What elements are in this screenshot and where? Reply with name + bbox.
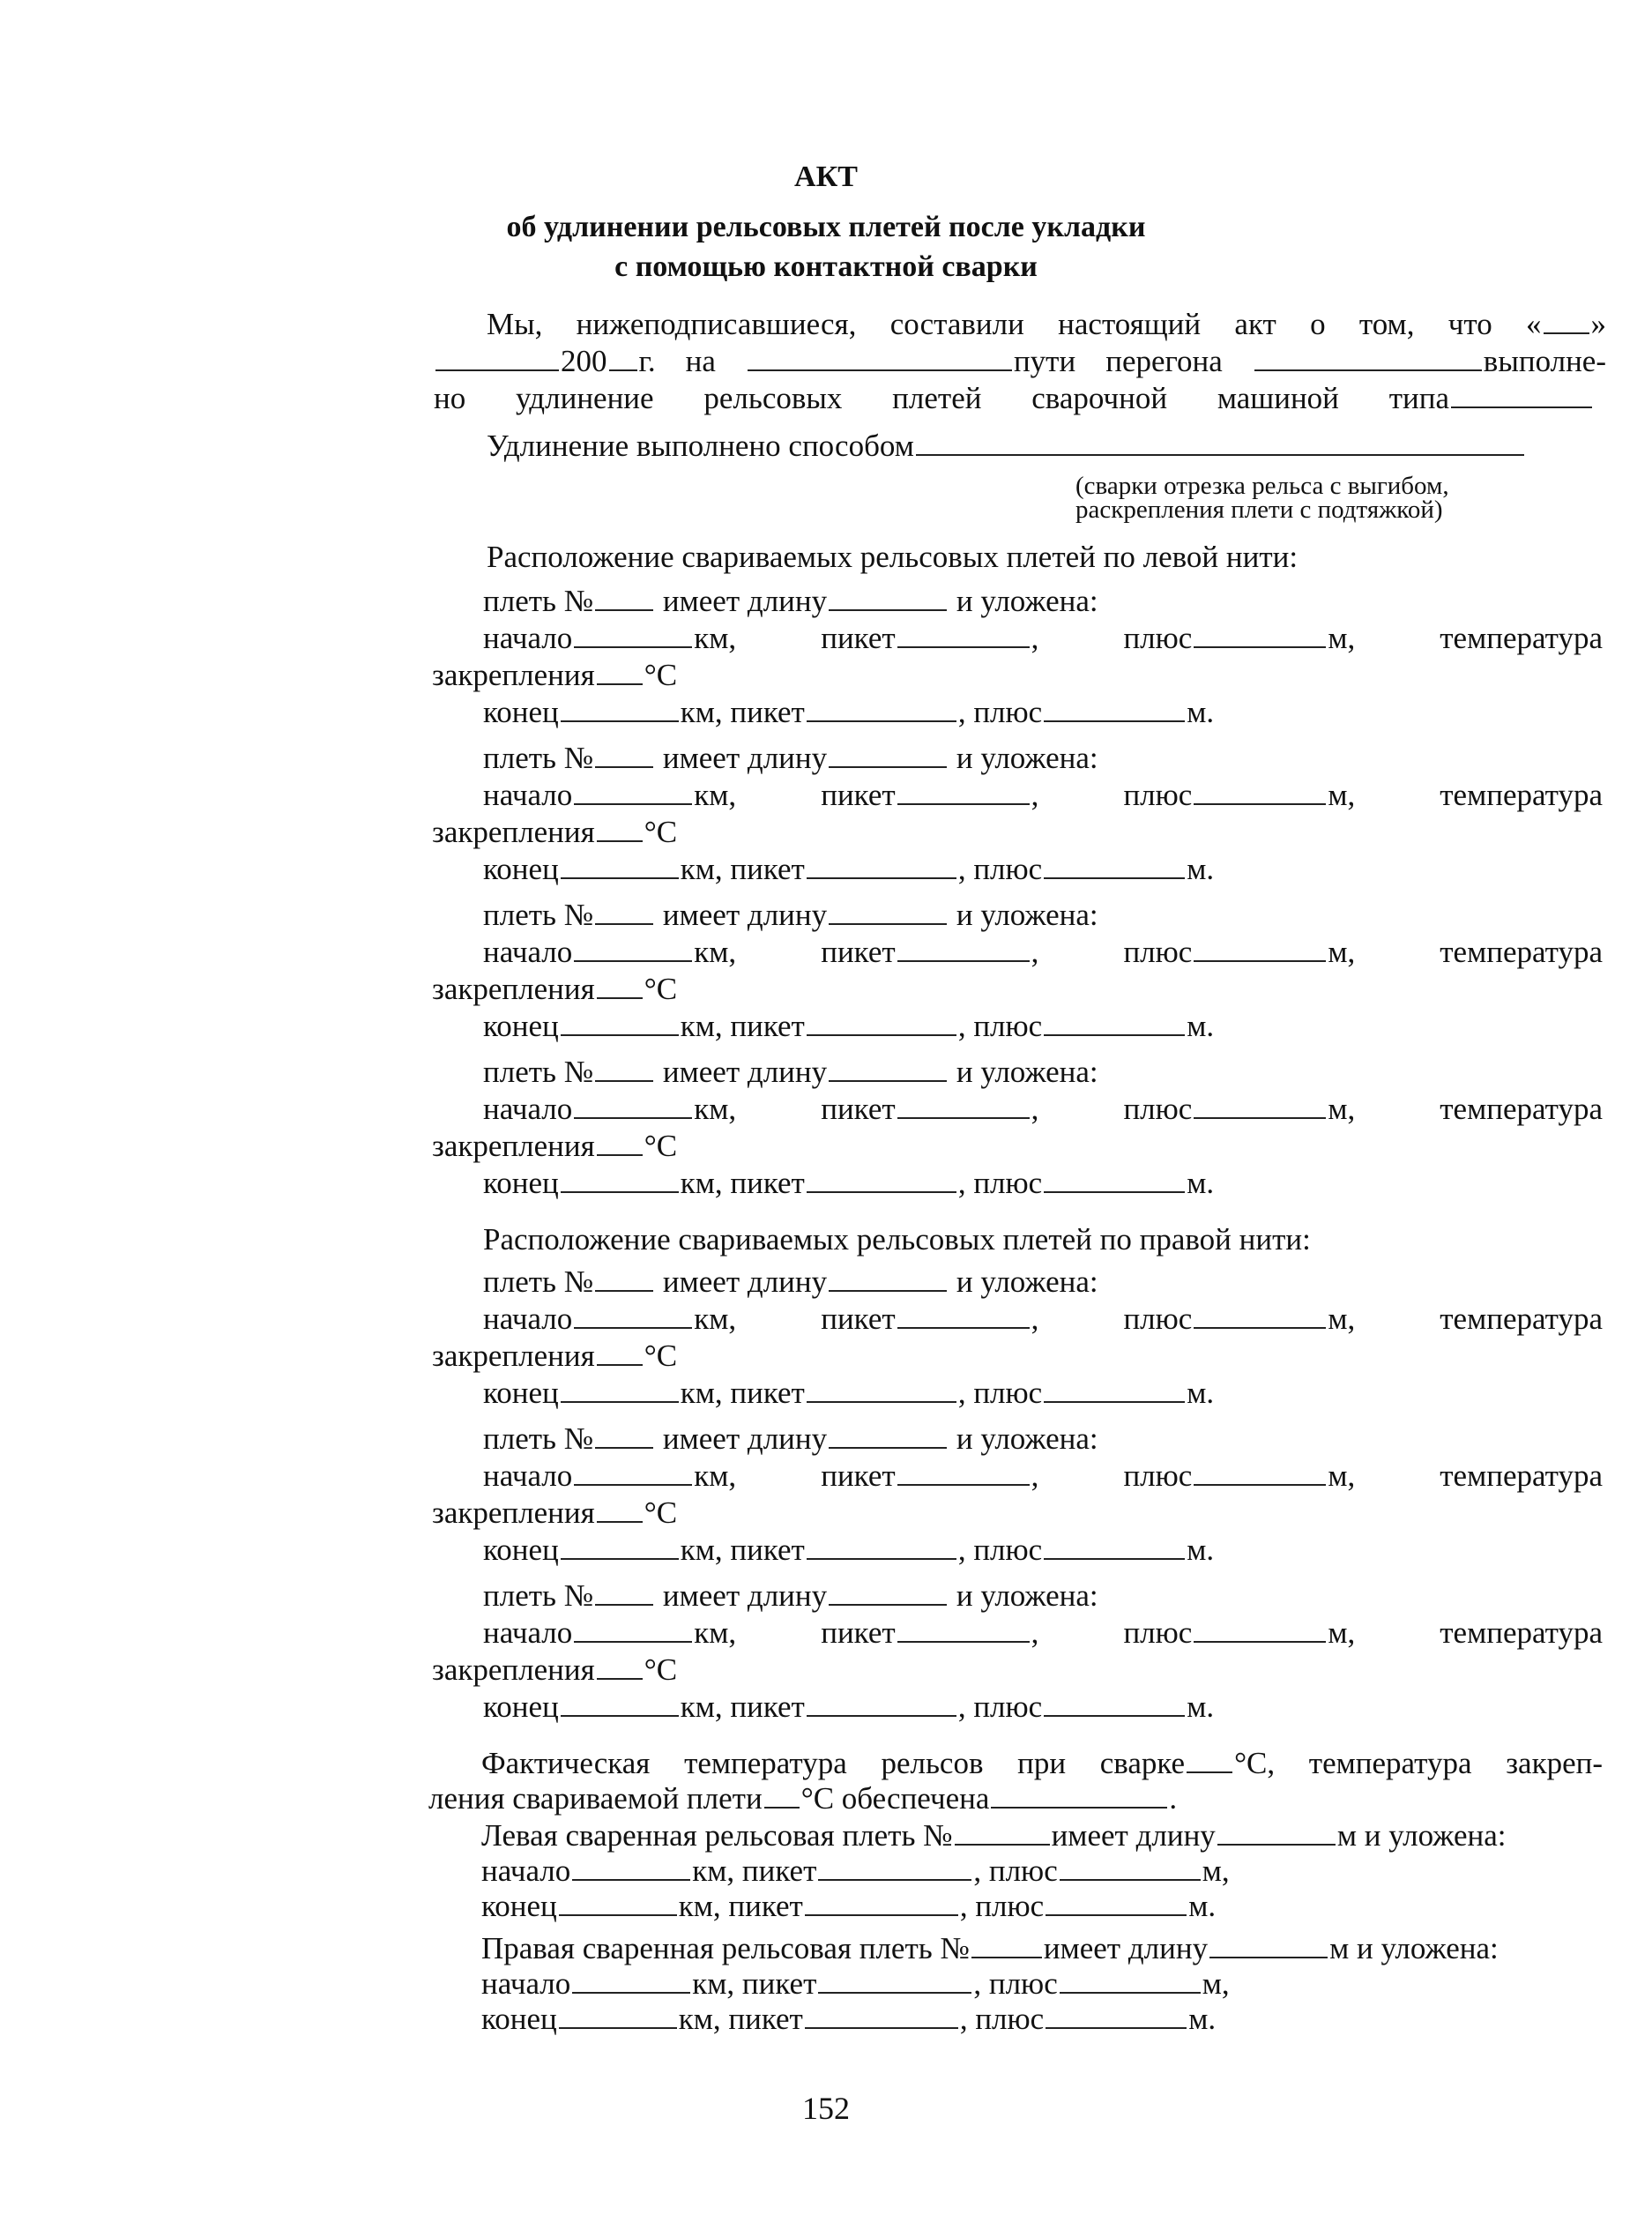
rail-text: конец bbox=[483, 1166, 559, 1200]
picket-blank[interactable] bbox=[807, 854, 956, 879]
picket-blank[interactable] bbox=[807, 1535, 956, 1560]
fixing-temp-blank[interactable] bbox=[597, 974, 643, 999]
rail-text: км, пикет bbox=[694, 621, 896, 655]
rail-fixing-line bbox=[432, 815, 677, 850]
rail-text: , плюс bbox=[1031, 621, 1193, 655]
rail-number-blank[interactable] bbox=[595, 1267, 653, 1292]
rail-start-line bbox=[483, 1615, 1603, 1651]
rail-start-line bbox=[483, 1301, 1603, 1337]
rail-text: км, пикет bbox=[680, 1689, 805, 1724]
rail-header-line bbox=[483, 741, 1098, 776]
rail-text: °С bbox=[644, 1129, 678, 1163]
ensured-blank[interactable] bbox=[991, 1784, 1167, 1809]
final-line bbox=[481, 1746, 1603, 1781]
plus-blank[interactable] bbox=[1044, 1692, 1185, 1717]
rail-text: и уложена: bbox=[956, 898, 1098, 932]
rail-text: имеет длину bbox=[662, 1055, 828, 1089]
track-blank[interactable] bbox=[748, 347, 1012, 371]
rail-text: конец bbox=[483, 1009, 559, 1043]
method-note: раскрепления плети с подтяжкой) bbox=[1075, 496, 1443, 524]
rail-text: конец bbox=[483, 1533, 559, 1567]
picket-blank[interactable] bbox=[897, 780, 1030, 805]
rail-text: имеет длину bbox=[662, 1264, 828, 1299]
plus-blank[interactable] bbox=[1060, 1856, 1201, 1881]
plus-blank[interactable] bbox=[1046, 1891, 1187, 1916]
rail-text: и уложена: bbox=[956, 1055, 1098, 1089]
rail-text: км, пикет bbox=[680, 852, 805, 886]
rail-end-line bbox=[483, 1166, 1214, 1201]
rail-text: начало bbox=[483, 1458, 573, 1493]
rail-text: км, пикет bbox=[680, 1009, 805, 1043]
rail-text: км, пикет bbox=[680, 1166, 805, 1200]
rail-text: м, температура bbox=[1328, 935, 1604, 969]
welded-end-line bbox=[481, 2002, 1216, 2037]
rail-header-line bbox=[483, 584, 1098, 619]
fixing-temp-blank[interactable] bbox=[597, 1341, 643, 1366]
rail-text: начало bbox=[483, 621, 573, 655]
km-blank[interactable] bbox=[561, 1011, 679, 1036]
final-text: конец bbox=[481, 2002, 557, 2036]
rail-text: конец bbox=[483, 1376, 559, 1410]
haul-blank[interactable] bbox=[1254, 347, 1482, 371]
rail-start-line bbox=[483, 778, 1603, 813]
rail-text: м. bbox=[1187, 1533, 1215, 1567]
intro-line bbox=[487, 307, 1606, 342]
rail-text: км, пикет bbox=[680, 695, 805, 729]
rail-header-line bbox=[483, 898, 1098, 933]
final-line bbox=[428, 1781, 1177, 1816]
km-blank[interactable] bbox=[559, 2004, 677, 2029]
final-text: Левая сваренная рельсовая плеть № bbox=[481, 1818, 953, 1853]
intro-text: г. на bbox=[638, 344, 716, 378]
rail-start-line bbox=[483, 621, 1603, 656]
rail-text: закрепления bbox=[432, 1339, 595, 1373]
rail-text: , плюс bbox=[1031, 1301, 1193, 1336]
km-blank[interactable] bbox=[572, 1969, 690, 1994]
rail-text: , плюс bbox=[957, 1689, 1043, 1724]
welded-start-line bbox=[481, 1853, 1230, 1889]
rail-length-blank[interactable] bbox=[829, 900, 947, 925]
rail-length-blank[interactable] bbox=[829, 586, 947, 611]
km-blank[interactable] bbox=[559, 1891, 677, 1916]
rail-text: °С bbox=[644, 972, 678, 1006]
fixing-temp-blank[interactable] bbox=[597, 1655, 643, 1680]
rail-text: , плюс bbox=[957, 1533, 1043, 1567]
welded-right-line bbox=[481, 1931, 1499, 1966]
picket-blank[interactable] bbox=[897, 937, 1030, 962]
intro-text: » bbox=[1590, 307, 1606, 341]
plus-blank[interactable] bbox=[1044, 1535, 1185, 1560]
rail-end-line bbox=[483, 1689, 1214, 1725]
rail-length-blank[interactable] bbox=[829, 1057, 947, 1082]
final-text: Правая сваренная рельсовая плеть № bbox=[481, 1931, 970, 1965]
km-blank[interactable] bbox=[561, 697, 679, 722]
intro-text: пути перегона bbox=[1013, 344, 1223, 378]
rail-text: , плюс bbox=[957, 1166, 1043, 1200]
welded-end-line bbox=[481, 1889, 1216, 1924]
final-text: начало bbox=[481, 1853, 571, 1888]
picket-blank[interactable] bbox=[897, 1094, 1030, 1119]
date-month-blank[interactable] bbox=[435, 347, 559, 371]
rail-text: имеет длину bbox=[662, 898, 828, 932]
km-blank[interactable] bbox=[574, 780, 692, 805]
plus-blank[interactable] bbox=[1044, 697, 1185, 722]
rail-text: км, пикет bbox=[680, 1533, 805, 1567]
final-text: , плюс bbox=[959, 1889, 1045, 1923]
picket-blank[interactable] bbox=[818, 1969, 971, 1994]
rail-text: конец bbox=[483, 852, 559, 886]
plus-blank[interactable] bbox=[1044, 1378, 1185, 1403]
intro-text: 200 bbox=[561, 344, 607, 378]
rail-text: имеет длину bbox=[662, 1578, 828, 1613]
rail-start-line bbox=[483, 1092, 1603, 1127]
rail-text: плеть № bbox=[483, 584, 594, 618]
picket-blank[interactable] bbox=[897, 1618, 1030, 1643]
rail-text: , плюс bbox=[1031, 1458, 1193, 1493]
rail-text: закрепления bbox=[432, 658, 595, 692]
rail-text: начало bbox=[483, 1615, 573, 1650]
rail-text: плеть № bbox=[483, 741, 594, 775]
rail-text: закрепления bbox=[432, 1495, 595, 1530]
rail-text: начало bbox=[483, 1301, 573, 1336]
intro-text: выполне- bbox=[1483, 344, 1606, 378]
rail-text: м, температура bbox=[1328, 1458, 1604, 1493]
rail-text: плеть № bbox=[483, 1055, 594, 1089]
rail-end-line bbox=[483, 1009, 1214, 1044]
picket-blank[interactable] bbox=[805, 1891, 958, 1916]
rail-length-blank[interactable] bbox=[829, 743, 947, 768]
plus-blank[interactable] bbox=[1046, 2004, 1187, 2029]
rail-text: м, температура bbox=[1328, 1615, 1604, 1650]
intro-line bbox=[434, 344, 1606, 379]
rail-text: закрепления bbox=[432, 972, 595, 1006]
km-blank[interactable] bbox=[561, 1535, 679, 1560]
rail-header-line bbox=[483, 1264, 1098, 1300]
km-blank[interactable] bbox=[561, 1378, 679, 1403]
rail-text: км, пикет bbox=[694, 1092, 896, 1126]
km-blank[interactable] bbox=[574, 623, 692, 648]
method-note: (сварки отрезка рельса с выгибом, bbox=[1075, 472, 1449, 500]
rail-text: м. bbox=[1187, 1166, 1215, 1200]
rail-end-line bbox=[483, 1533, 1214, 1568]
rail-text: м. bbox=[1187, 695, 1215, 729]
rail-text: закрепления bbox=[432, 1129, 595, 1163]
rail-text: имеет длину bbox=[662, 741, 828, 775]
rail-text: и уложена: bbox=[956, 1578, 1098, 1613]
plus-blank[interactable] bbox=[1060, 1969, 1201, 1994]
rail-text: , плюс bbox=[1031, 778, 1193, 812]
intro-text: Удлинение выполнено способом bbox=[487, 429, 914, 463]
final-text: м и уложена: bbox=[1336, 1818, 1507, 1853]
plus-blank[interactable] bbox=[1194, 623, 1326, 648]
rail-text: м, температура bbox=[1328, 1092, 1604, 1126]
plus-blank[interactable] bbox=[1194, 1461, 1326, 1486]
final-text: , плюс bbox=[973, 1966, 1058, 2001]
final-text: км, пикет bbox=[692, 1966, 817, 2001]
fixing-temp-blank[interactable] bbox=[597, 1498, 643, 1523]
km-blank[interactable] bbox=[561, 854, 679, 879]
machine-type-blank[interactable] bbox=[1451, 384, 1592, 408]
rail-text: , плюс bbox=[957, 852, 1043, 886]
rail-text: имеет длину bbox=[662, 584, 828, 618]
picket-blank[interactable] bbox=[897, 623, 1030, 648]
rail-text: км, пикет bbox=[694, 778, 896, 812]
rail-fixing-line bbox=[432, 658, 677, 693]
year-blank[interactable] bbox=[609, 347, 637, 371]
km-blank[interactable] bbox=[574, 1094, 692, 1119]
picket-blank[interactable] bbox=[897, 1461, 1030, 1486]
rail-text: , плюс bbox=[1031, 1092, 1193, 1126]
date-day-blank[interactable] bbox=[1544, 310, 1589, 334]
final-text: . bbox=[1169, 1781, 1178, 1816]
plus-blank[interactable] bbox=[1194, 780, 1326, 805]
weld-temp-blank[interactable] bbox=[1187, 1749, 1232, 1773]
rail-text: закрепления bbox=[432, 815, 595, 849]
rail-text: и уложена: bbox=[956, 1421, 1098, 1456]
rail-text: °С bbox=[644, 1495, 678, 1530]
plus-blank[interactable] bbox=[1194, 1304, 1326, 1329]
final-text: конец bbox=[481, 1889, 557, 1923]
left-section-heading: Расположение свариваемых рельсовых плетей по левой нити: bbox=[487, 540, 1299, 574]
rail-text: °С bbox=[644, 815, 678, 849]
final-text: км, пикет bbox=[692, 1853, 817, 1888]
km-blank[interactable] bbox=[561, 1692, 679, 1717]
rail-fixing-line bbox=[432, 1495, 677, 1531]
rail-number-blank[interactable] bbox=[595, 1581, 653, 1606]
plus-blank[interactable] bbox=[1044, 1011, 1185, 1036]
picket-blank[interactable] bbox=[807, 1378, 956, 1403]
rail-text: м, температура bbox=[1328, 621, 1604, 655]
km-blank[interactable] bbox=[574, 937, 692, 962]
plus-blank[interactable] bbox=[1194, 937, 1326, 962]
fixing-temp-blank[interactable] bbox=[597, 817, 643, 842]
intro-text: но удлинение рельсовых плетей сварочной машиной типа bbox=[434, 381, 1449, 415]
welded-number-blank[interactable] bbox=[971, 1934, 1042, 1958]
final-text: м, bbox=[1202, 1853, 1230, 1888]
method-blank[interactable] bbox=[916, 431, 1524, 456]
rail-text: и уложена: bbox=[956, 1264, 1098, 1299]
welded-length-blank[interactable] bbox=[1209, 1934, 1328, 1958]
final-text: км, пикет bbox=[678, 1889, 803, 1923]
rail-text: начало bbox=[483, 1092, 573, 1126]
rail-number-blank[interactable] bbox=[595, 1424, 653, 1449]
final-text: м и уложена: bbox=[1329, 1931, 1499, 1965]
rail-text: м. bbox=[1187, 1009, 1215, 1043]
rail-text: плеть № bbox=[483, 1264, 594, 1299]
picket-blank[interactable] bbox=[807, 1168, 956, 1193]
final-text: °С, температура закреп- bbox=[1234, 1746, 1603, 1780]
plus-blank[interactable] bbox=[1044, 854, 1185, 879]
rail-text: м. bbox=[1187, 1689, 1215, 1724]
final-text: °С обеспечена bbox=[800, 1781, 990, 1816]
rail-text: плеть № bbox=[483, 1578, 594, 1613]
picket-blank[interactable] bbox=[807, 1011, 956, 1036]
fixing-temp-blank[interactable] bbox=[597, 660, 643, 685]
picket-blank[interactable] bbox=[807, 697, 956, 722]
rail-text: км, пикет bbox=[694, 935, 896, 969]
final-text: м. bbox=[1188, 2002, 1217, 2036]
welded-left-line bbox=[481, 1818, 1507, 1853]
rail-number-blank[interactable] bbox=[595, 586, 653, 611]
plus-blank[interactable] bbox=[1194, 1618, 1326, 1643]
rail-text: м. bbox=[1187, 852, 1215, 886]
picket-blank[interactable] bbox=[897, 1304, 1030, 1329]
page-number: 152 bbox=[802, 2091, 850, 2126]
picket-blank[interactable] bbox=[818, 1856, 971, 1881]
final-text: , плюс bbox=[973, 1853, 1058, 1888]
km-blank[interactable] bbox=[561, 1168, 679, 1193]
rail-text: м. bbox=[1187, 1376, 1215, 1410]
plus-blank[interactable] bbox=[1194, 1094, 1326, 1119]
picket-blank[interactable] bbox=[805, 2004, 958, 2029]
rail-text: °С bbox=[644, 1339, 678, 1373]
picket-blank[interactable] bbox=[807, 1692, 956, 1717]
rail-text: начало bbox=[483, 935, 573, 969]
rail-header-line bbox=[483, 1421, 1098, 1457]
rail-text: , плюс bbox=[957, 1009, 1043, 1043]
intro-text: Мы, нижеподписавшиеся, составили настоящий акт о том, что « bbox=[487, 307, 1542, 341]
welded-length-blank[interactable] bbox=[1217, 1821, 1336, 1846]
rail-text: конец bbox=[483, 1689, 559, 1724]
rail-text: имеет длину bbox=[662, 1421, 828, 1456]
fix-temp-blank[interactable] bbox=[764, 1784, 800, 1809]
rail-text: °С bbox=[644, 1652, 678, 1687]
right-section-heading: Расположение свариваемых рельсовых плетей по правой нити: bbox=[483, 1222, 1311, 1257]
rail-text: , плюс bbox=[1031, 935, 1193, 969]
act-title: АКТ bbox=[794, 160, 858, 193]
km-blank[interactable] bbox=[574, 1304, 692, 1329]
final-text: Фактическая температура рельсов при сварке bbox=[481, 1746, 1186, 1780]
rail-length-blank[interactable] bbox=[829, 1267, 947, 1292]
rail-end-line bbox=[483, 695, 1214, 730]
rail-text: м, температура bbox=[1328, 1301, 1604, 1336]
rail-length-blank[interactable] bbox=[829, 1424, 947, 1449]
rail-text: закрепления bbox=[432, 1652, 595, 1687]
welded-number-blank[interactable] bbox=[955, 1821, 1050, 1846]
rail-start-line bbox=[483, 935, 1603, 970]
rail-text: конец bbox=[483, 695, 559, 729]
final-text: , плюс bbox=[959, 2002, 1045, 2036]
rail-fixing-line bbox=[432, 972, 677, 1007]
fixing-temp-blank[interactable] bbox=[597, 1131, 643, 1156]
rail-text: км, пикет bbox=[694, 1458, 896, 1493]
rail-number-blank[interactable] bbox=[595, 743, 653, 768]
rail-end-line bbox=[483, 852, 1214, 887]
method-line bbox=[487, 429, 1526, 464]
final-text: имеет длину bbox=[1043, 1931, 1209, 1965]
rail-text: плеть № bbox=[483, 898, 594, 932]
km-blank[interactable] bbox=[574, 1461, 692, 1486]
rail-text: км, пикет bbox=[694, 1615, 896, 1650]
rail-number-blank[interactable] bbox=[595, 1057, 653, 1082]
rail-text: , плюс bbox=[957, 1376, 1043, 1410]
rail-header-line bbox=[483, 1055, 1098, 1090]
final-text: имеет длину bbox=[1051, 1818, 1216, 1853]
welded-start-line bbox=[481, 1966, 1230, 2002]
rail-text: начало bbox=[483, 778, 573, 812]
rail-end-line bbox=[483, 1376, 1214, 1411]
rail-text: , плюс bbox=[1031, 1615, 1193, 1650]
km-blank[interactable] bbox=[572, 1856, 690, 1881]
rail-header-line bbox=[483, 1578, 1098, 1614]
rail-text: и уложена: bbox=[956, 584, 1098, 618]
rail-text: °С bbox=[644, 658, 678, 692]
final-text: ления свариваемой плети bbox=[428, 1781, 763, 1816]
final-text: м. bbox=[1188, 1889, 1217, 1923]
rail-number-blank[interactable] bbox=[595, 900, 653, 925]
rail-text: км, пикет bbox=[680, 1376, 805, 1410]
rail-text: м, температура bbox=[1328, 778, 1604, 812]
km-blank[interactable] bbox=[574, 1618, 692, 1643]
rail-text: плеть № bbox=[483, 1421, 594, 1456]
plus-blank[interactable] bbox=[1044, 1168, 1185, 1193]
rail-text: и уложена: bbox=[956, 741, 1098, 775]
rail-fixing-line bbox=[432, 1652, 677, 1688]
rail-fixing-line bbox=[432, 1339, 677, 1374]
rail-text: км, пикет bbox=[694, 1301, 896, 1336]
final-text: м, bbox=[1202, 1966, 1230, 2001]
final-text: начало bbox=[481, 1966, 571, 2001]
rail-text: , плюс bbox=[957, 695, 1043, 729]
rail-fixing-line bbox=[432, 1129, 677, 1164]
act-subtitle: с помощью контактной сварки bbox=[614, 250, 1038, 283]
rail-start-line bbox=[483, 1458, 1603, 1494]
intro-line bbox=[434, 381, 1594, 416]
act-subtitle: об удлинении рельсовых плетей после укладки bbox=[506, 211, 1146, 243]
final-text: км, пикет bbox=[678, 2002, 803, 2036]
rail-length-blank[interactable] bbox=[829, 1581, 947, 1606]
